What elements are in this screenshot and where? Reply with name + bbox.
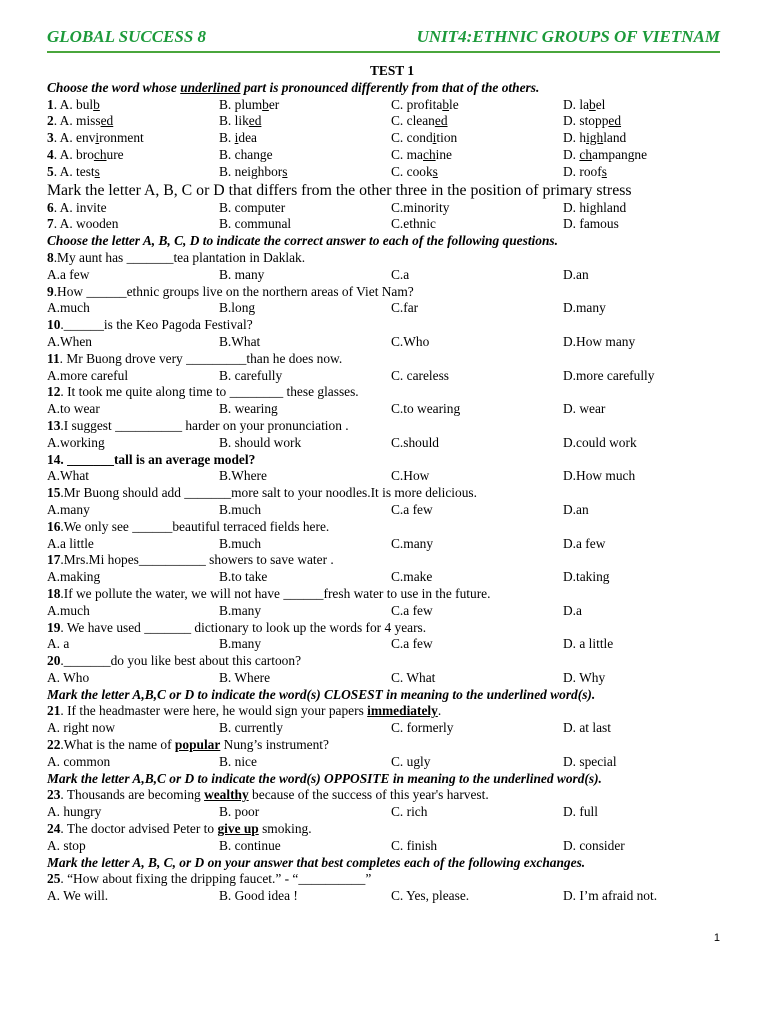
option-c: C. formerly (391, 720, 454, 736)
option-b: B. continue (219, 837, 281, 853)
question-number: 9 (47, 283, 54, 299)
option-b (219, 164, 391, 181)
option-a: 2. A. missed (47, 113, 114, 129)
header-unit-title: UNIT4:ETHNIC GROUPS OF VIETNAM (416, 27, 720, 46)
question-number: 15 (47, 485, 61, 501)
option-d: D.many (563, 300, 606, 316)
section-stress-instruction: Mark the letter A, B, C or D that differs from the other three in the position of primary stress (47, 181, 632, 199)
question-stem (47, 317, 737, 334)
option-b: B.long (219, 300, 256, 316)
option-b: B. poor (219, 804, 260, 820)
option-a: 4. A. brochure (47, 146, 124, 162)
question-number: 23 (47, 787, 61, 803)
option-d: D. I’m afraid not. (563, 888, 658, 904)
option-d: D. at last (563, 720, 611, 736)
option-text: D. la (563, 96, 590, 112)
option-a: A. a (47, 636, 70, 652)
option-d (563, 164, 737, 181)
option-a: A. Who (47, 669, 90, 685)
option-c: C.should (391, 434, 439, 450)
option-b: B.to take (219, 569, 268, 585)
question-row (47, 164, 737, 181)
option-text: C. profita (391, 96, 443, 112)
option-c: C.many (391, 535, 434, 551)
option-c: C. finish (391, 837, 438, 853)
option-text: C. cook (391, 163, 433, 179)
pronunciation-questions (47, 97, 737, 181)
question-number: 1 (47, 96, 54, 112)
question-number: 22 (47, 737, 61, 753)
option-text: land (603, 130, 627, 146)
question-number: 6 (47, 199, 54, 215)
option-a: A.much (47, 602, 90, 618)
option-text: A. bul (59, 96, 94, 112)
option-b (219, 147, 391, 164)
underlined-part: i (432, 130, 437, 146)
question-stem (47, 384, 737, 401)
question-stem (47, 871, 737, 888)
option-text: A. test (59, 163, 95, 179)
option-c: C. careless (391, 367, 450, 383)
question-stem (47, 519, 737, 536)
option-b: B. Where (219, 669, 271, 685)
option-d: D. consider (563, 837, 625, 853)
option-b: B. nice (219, 753, 257, 769)
section-exchange-instruction: Mark the letter A, B, C, or D on your answer that best completes each of the following exchanges. (47, 854, 586, 870)
question-text: smoking. (258, 821, 312, 837)
underlined-part: i (95, 130, 100, 146)
question-number: 4 (47, 146, 54, 162)
underlined-part: s (94, 163, 100, 179)
option-d: D.could work (563, 434, 637, 450)
question-text: .What is the name of (60, 737, 175, 753)
question-number: 18 (47, 585, 61, 601)
question-row (47, 113, 737, 130)
option-text: C.ethnic (391, 216, 436, 232)
option-b (219, 200, 391, 217)
question-text: .My aunt has _______tea plantation in Daklak. (53, 249, 306, 265)
option-text: A. miss (59, 113, 101, 129)
question-stem (47, 284, 737, 301)
option-c: C.make (391, 569, 433, 585)
options-row (47, 838, 737, 855)
underlined-part: s (601, 163, 607, 179)
option-a: A.a little (47, 535, 94, 551)
option-d: D.How many (563, 333, 636, 349)
question-text: . “How about fixing the dripping faucet.” - “__________” (60, 871, 372, 887)
question-text: .I suggest __________ harder on your pronunciation . (60, 417, 349, 433)
option-b: B. should work (219, 434, 302, 450)
question-text: . If the headmaster were here, he would sign your papers (60, 703, 368, 719)
options-row (47, 468, 737, 485)
option-text: C.minority (391, 199, 450, 215)
option-c: C. Yes, please. (391, 888, 470, 904)
underlined-part: b (262, 96, 269, 112)
underlined-key-word: wealthy (204, 787, 249, 803)
option-c: C. rich (391, 804, 428, 820)
option-b: B.Where (219, 468, 267, 484)
option-a: A. right now (47, 720, 116, 736)
question-row (47, 130, 737, 147)
option-d: D. full (563, 804, 598, 820)
option-b (219, 113, 391, 130)
question-number: 3 (47, 130, 54, 146)
question-stem (47, 418, 737, 435)
option-text: D. highland (563, 199, 627, 215)
option-d: D.more carefully (563, 367, 655, 383)
option-d: D.taking (563, 569, 610, 585)
option-text: el (595, 96, 606, 112)
option-c (391, 130, 563, 147)
option-c (391, 216, 563, 233)
option-text: er (268, 96, 280, 112)
question-stem (47, 586, 737, 603)
underlined-part: s (432, 163, 438, 179)
question-stem (47, 787, 737, 804)
question-text: .We only see ______beautiful terraced fields here. (60, 518, 330, 534)
option-b: B. currently (219, 720, 283, 736)
question-text: .Mrs.Mi hopes__________ showers to save water . (60, 552, 334, 568)
closest-questions (47, 703, 737, 770)
options-row (47, 670, 737, 687)
option-a: A. We will. (47, 888, 109, 904)
option-d: D. special (563, 753, 617, 769)
test-title: TEST 1 (369, 63, 415, 78)
option-text: D. (563, 146, 580, 162)
options-row (47, 536, 737, 553)
option-d (563, 113, 737, 130)
option-text: B. plum (219, 96, 263, 112)
question-stem (47, 737, 737, 754)
question-row (47, 97, 737, 114)
options-row (47, 368, 737, 385)
option-text: A. env (59, 130, 96, 146)
question-number: 17 (47, 552, 61, 568)
option-a: A.making (47, 569, 101, 585)
option-d: D.a few (563, 535, 606, 551)
option-a: A.to wear (47, 401, 100, 417)
question-row (47, 147, 737, 164)
option-b: B. Good idea ! (219, 888, 298, 904)
underlined-part: ch (579, 146, 593, 162)
option-text: ure (106, 146, 124, 162)
option-d (563, 216, 737, 233)
option-b: B.much (219, 535, 262, 551)
question-stem (47, 485, 737, 502)
option-a: A.When (47, 333, 92, 349)
option-c: C. ugly (391, 753, 431, 769)
underlined-part: ed (434, 113, 448, 129)
options-row (47, 754, 737, 771)
option-d: D. wear (563, 401, 606, 417)
page-number: 1 (713, 932, 720, 944)
option-a: A. hungry (47, 804, 102, 820)
options-row (47, 300, 737, 317)
options-row (47, 804, 737, 821)
option-c: C. What (391, 669, 436, 685)
option-b: B. wearing (219, 401, 278, 417)
question-stem (47, 250, 737, 267)
option-text: le (449, 96, 459, 112)
question-text: . Mr Buong drove very _________than he does now. (59, 350, 343, 366)
test-content (47, 63, 737, 905)
question-text: .Mr Buong should add _______more salt to your noodles.It is more delicious. (60, 485, 477, 501)
option-text: D. stopp (563, 113, 609, 129)
question-number: 19 (47, 619, 61, 635)
question-number: 13 (47, 417, 61, 433)
options-row (47, 636, 737, 653)
option-b: B.What (219, 333, 261, 349)
option-c (391, 200, 563, 217)
option-b (219, 216, 391, 233)
option-d: D.an (563, 501, 589, 517)
underlined-part: b (93, 96, 100, 112)
question-text: ._______do you like best about this cartoon? (60, 653, 302, 669)
option-a: A.a few (47, 266, 90, 282)
underlined-part: s (282, 163, 288, 179)
question-text: . The doctor advised Peter to (60, 821, 218, 837)
option-a: A.much (47, 300, 90, 316)
question-stem (47, 452, 737, 469)
grammar-questions (47, 250, 737, 687)
options-row (47, 334, 737, 351)
question-number: 10 (47, 317, 61, 333)
option-text: B. computer (219, 199, 286, 215)
option-text: B. neighbor (219, 163, 283, 179)
option-d: D.How much (563, 468, 636, 484)
options-row (47, 401, 737, 418)
option-text: B. (219, 130, 235, 146)
option-b: B.many (219, 636, 262, 652)
section-opposite-instruction: Mark the letter A,B,C or D to indicate the word(s) OPPOSITE in meaning to the underlined word(s). (47, 770, 602, 786)
option-d (563, 130, 737, 147)
question-number: 5 (47, 163, 54, 179)
option-d (563, 97, 737, 114)
options-row (47, 888, 737, 905)
option-c: C.far (391, 300, 419, 316)
option-b (219, 97, 391, 114)
section-pronunciation-instruction (47, 80, 737, 97)
option-a: A.working (47, 434, 105, 450)
underlined-part: ch (93, 146, 107, 162)
instruction-text: Choose the word whose (47, 79, 181, 95)
question-text: . We have used _______ dictionary to look up the words for 4 years. (60, 619, 427, 635)
option-c: C.to wearing (391, 401, 461, 417)
question-number: 14 (47, 451, 61, 467)
question-text: Nung’s instrument? (220, 737, 329, 753)
question-number: 2 (47, 113, 54, 129)
option-a: A.many (47, 501, 90, 517)
option-c: C.a (391, 266, 410, 282)
underlined-part: b (442, 96, 450, 112)
option-d: D.an (563, 266, 589, 282)
option-text: B. lik (219, 113, 249, 129)
underlined-part: i (234, 130, 239, 146)
option-text: ine (435, 146, 452, 162)
options-row (47, 435, 737, 452)
option-d: D.a (563, 602, 582, 618)
option-c (391, 164, 563, 181)
instruction-underlined-word: underlined (180, 79, 241, 95)
option-text: tion (436, 130, 458, 146)
option-a: 7. A. wooden (47, 216, 119, 232)
question-stem (47, 620, 737, 637)
opposite-questions (47, 787, 737, 854)
option-c: C.a few (391, 636, 433, 652)
underlined-part: b (589, 96, 596, 112)
options-row (47, 267, 737, 284)
options-row (47, 603, 737, 620)
option-c: C.Who (391, 333, 430, 349)
instruction-text: part is pronounced differently from that of the others. (240, 79, 540, 95)
question-number: 21 (47, 703, 61, 719)
question-text: . Thousands are becoming (60, 787, 205, 803)
question-text: .If we pollute the water, we will not have ______fresh water to use in the future. (60, 585, 491, 601)
question-text: . (437, 703, 442, 719)
underlined-key-word: immediately (367, 703, 438, 719)
option-c (391, 97, 563, 114)
option-text: ampangne (592, 146, 648, 162)
underlined-part: ed (248, 113, 262, 129)
options-row (47, 720, 737, 737)
option-text: D. roof (563, 163, 602, 179)
option-b: B. many (219, 266, 265, 282)
question-number: 16 (47, 518, 61, 534)
section-closest-instruction: Mark the letter A,B,C or D to indicate the word(s) CLOSEST in meaning to the underlined word(s). (47, 686, 596, 702)
option-text: A. wooden (59, 216, 119, 232)
question-stem (47, 653, 737, 670)
option-text: D. famous (563, 216, 619, 232)
option-a: A. stop (47, 837, 86, 853)
option-c: C.a few (391, 501, 433, 517)
option-text: C. clean (391, 113, 435, 129)
option-text: B. communal (219, 216, 292, 232)
question-text: because of the success of this year's harvest. (248, 787, 489, 803)
option-c (391, 147, 563, 164)
option-a: A. common (47, 753, 111, 769)
option-a: 5. A. tests (47, 163, 100, 179)
option-a: 1. A. bulb (47, 96, 100, 112)
option-d (563, 200, 737, 217)
underlined-part: igh (586, 130, 604, 146)
options-row (47, 569, 737, 586)
header-course-title: GLOBAL SUCCESS 8 (47, 27, 207, 46)
question-stem (47, 351, 737, 368)
underlined-part: ed (608, 113, 622, 129)
stress-questions (47, 200, 737, 234)
option-b: B. carefully (219, 367, 283, 383)
options-row (47, 502, 737, 519)
option-d: D. Why (563, 669, 606, 685)
option-b (219, 130, 391, 147)
question-text: .______is the Keo Pagoda Festival? (60, 317, 253, 333)
underlined-key-word: give up (217, 821, 259, 837)
question-number: 25 (47, 871, 61, 887)
question-row (47, 216, 737, 233)
question-text: .How ______ethnic groups live on the northern areas of Viet Nam? (53, 283, 414, 299)
question-stem (47, 703, 737, 720)
option-text: B. change (219, 146, 273, 162)
option-b: B.much (219, 501, 262, 517)
option-a: A.What (47, 468, 90, 484)
exchange-questions (47, 871, 737, 905)
option-text: ronment (99, 130, 144, 146)
option-text: A. bro (59, 146, 94, 162)
question-row (47, 200, 737, 217)
option-text: C. ma (391, 146, 423, 162)
option-d (563, 147, 737, 164)
underlined-key-word: popular (174, 737, 221, 753)
underlined-part: ch (423, 146, 436, 162)
question-number: 8 (47, 249, 54, 265)
section-grammar-instruction: Choose the letter A, B, C, D to indicate the correct answer to each of the following questions. (47, 233, 558, 249)
option-text: dea (238, 130, 257, 146)
question-number: 12 (47, 384, 61, 400)
question-number: 24 (47, 821, 61, 837)
question-text: . It took me quite along time to ________ these glasses. (60, 384, 359, 400)
option-c: C.How (391, 468, 430, 484)
option-d: D. a little (563, 636, 614, 652)
option-c: C.a few (391, 602, 433, 618)
option-text: C. cond (391, 130, 433, 146)
option-a: 6. A. invite (47, 199, 107, 215)
option-c (391, 113, 563, 130)
question-stem (47, 552, 737, 569)
question-stem (47, 821, 737, 838)
question-number: 7 (47, 216, 54, 232)
page-header (47, 27, 720, 53)
question-number: 20 (47, 653, 61, 669)
question-text: . _______tall is an average model? (60, 451, 256, 467)
underlined-part: ed (100, 113, 114, 129)
option-text: A. invite (59, 199, 107, 215)
option-text: D. h (563, 130, 587, 146)
option-a: A.more careful (47, 367, 129, 383)
option-a: 3. A. environment (47, 130, 144, 146)
question-number: 11 (47, 350, 60, 366)
option-b: B.many (219, 602, 262, 618)
